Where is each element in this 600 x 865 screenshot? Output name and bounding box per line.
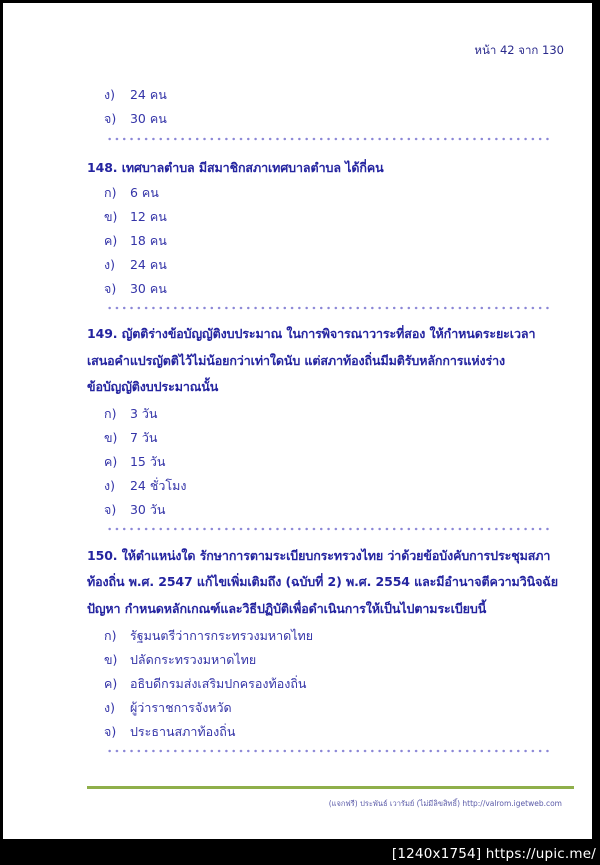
footer-credit: (แจกฟรี) ประพันธ์ เวารัมย์ (ไม่มีลิขสิทธิ์) http://valrom.igetweb.com	[328, 799, 562, 808]
option-label: ข)	[104, 430, 118, 445]
separator	[106, 748, 553, 754]
option-label: ข)	[104, 652, 118, 667]
option-item	[104, 452, 165, 472]
option-label: ง)	[104, 700, 115, 715]
option-label: จ)	[104, 111, 117, 126]
option-item	[104, 722, 235, 742]
footer-divider	[87, 786, 574, 789]
option-text: 30 คน	[129, 281, 167, 296]
page-indicator: หน้า 42 จาก 130	[474, 43, 564, 57]
option-text: 3 วัน	[129, 406, 158, 421]
option-item	[104, 404, 157, 424]
option-item	[104, 428, 157, 448]
separator	[106, 526, 553, 532]
option-text: 24 คน	[129, 87, 167, 102]
option-text: 12 คน	[129, 209, 167, 224]
option-text: รัฐมนตรีว่าการกระทรวงมหาดไทย	[129, 628, 314, 643]
option-item	[104, 279, 167, 299]
option-label: จ)	[104, 724, 117, 739]
option-item	[104, 85, 167, 105]
question-149-line-3: ข้อบัญญัติงบประมาณนั้น	[87, 379, 219, 394]
option-text: 15 วัน	[129, 454, 166, 469]
document-page	[3, 3, 592, 839]
option-text: ประธานสภาท้องถิ่น	[129, 724, 236, 739]
option-text: ปลัดกระทรวงมหาดไทย	[129, 652, 257, 667]
option-item	[104, 231, 167, 251]
image-watermark: [1240x1754] https://upic.me/	[391, 846, 596, 862]
option-text: 6 คน	[129, 185, 159, 200]
question-148-text: 148. เทศบาลตำบล มีสมาชิกสภาเทศบาลตำบล ได้กี่คน	[87, 160, 384, 175]
option-label: จ)	[104, 502, 117, 517]
separator	[106, 305, 553, 311]
option-text: 30 วัน	[129, 502, 166, 517]
option-item	[104, 183, 159, 203]
question-149-line-1: 149. ญัตติร่างข้อบัญญัติงบประมาณ ในการพิจารณาวาระที่สอง ให้กำหนดระยะเวลา	[87, 326, 536, 341]
question-150-line-1: 150. ให้ตำแหน่งใด รักษาการตามระเบียบกระทรวงไทย ว่าด้วยข้อบังคับการประชุมสภา	[87, 548, 551, 563]
question-150-line-2: ท้องถิ่น พ.ศ. 2547 แก้ไขเพิ่มเติมถึง (ฉบับที่ 2) พ.ศ. 2554 และมีอำนาจตีความวินิจฉัย	[87, 574, 558, 589]
option-item	[104, 698, 232, 718]
option-item	[104, 255, 167, 275]
option-label: ค)	[104, 676, 118, 691]
option-label: ง)	[104, 478, 115, 493]
option-text: อธิบดีกรมส่งเสริมปกครองท้องถิ่น	[129, 676, 307, 691]
option-item	[104, 109, 167, 129]
option-item	[104, 500, 165, 520]
option-label: ง)	[104, 87, 115, 102]
option-text: 24 ชั่วโมง	[129, 478, 187, 493]
option-item	[104, 674, 306, 694]
option-text: 30 คน	[129, 111, 167, 126]
question-149-line-2: เสนอคำแปรญัตติไว้ไม่น้อยกว่าเท่าใดนับ แต่สภาท้องถิ่นมีมติรับหลักการแห่งร่าง	[87, 353, 506, 368]
option-label: ก)	[104, 185, 117, 200]
option-text: 24 คน	[129, 257, 167, 272]
option-label: จ)	[104, 281, 117, 296]
option-label: ค)	[104, 454, 118, 469]
option-text: ผู้ว่าราชการจังหวัด	[129, 700, 232, 715]
option-label: ข)	[104, 209, 118, 224]
option-item	[104, 207, 167, 227]
option-label: ง)	[104, 257, 115, 272]
option-text: 18 คน	[129, 233, 167, 248]
option-text: 7 วัน	[129, 430, 158, 445]
separator	[106, 136, 553, 142]
option-label: ค)	[104, 233, 118, 248]
option-item	[104, 476, 186, 496]
option-item	[104, 626, 313, 646]
option-item	[104, 650, 256, 670]
question-150-line-3: ปัญหา กำหนดหลักเกณฑ์และวิธีปฏิบัติเพื่อดำเนินการให้เป็นไปตามระเบียบนี้	[87, 601, 487, 616]
option-label: ก)	[104, 406, 117, 421]
option-label: ก)	[104, 628, 117, 643]
